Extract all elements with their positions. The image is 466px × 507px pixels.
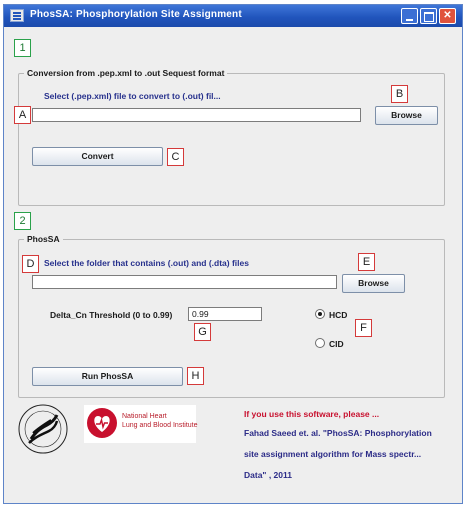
marker-f: F — [355, 319, 372, 337]
marker-h: H — [187, 367, 204, 385]
marker-g: G — [194, 323, 211, 341]
cid-label[interactable]: CID — [329, 339, 344, 349]
marker-d: D — [22, 255, 39, 273]
marker-1: 1 — [14, 39, 31, 57]
marker-e: E — [358, 253, 375, 271]
marker-b: B — [391, 85, 408, 103]
run-phossa-button[interactable]: Run PhosSA — [32, 367, 183, 386]
title-bar[interactable] — [4, 5, 462, 27]
browse-pepxml-button[interactable]: Browse — [375, 106, 438, 125]
citation-line-3: Data" , 2011 — [244, 470, 292, 480]
folder-instruction: Select the folder that contains (.out) and (.dta) files — [44, 258, 249, 268]
marker-a: A — [14, 106, 31, 124]
marker-c: C — [167, 148, 184, 166]
cid-radio[interactable] — [315, 338, 325, 348]
pepxml-file-input[interactable] — [32, 108, 361, 122]
nhlbi-logo-line-2: Lung and Blood Institute — [122, 422, 198, 429]
threshold-label: Delta_Cn Threshold (0 to 0.99) — [50, 310, 173, 320]
nhlbi-logo-line-1: National Heart — [122, 413, 167, 420]
hcd-radio[interactable] — [315, 309, 325, 319]
folder-path-input[interactable] — [32, 275, 337, 289]
threshold-input[interactable]: 0.99 — [188, 307, 262, 321]
heart-icon — [86, 407, 118, 439]
hhs-seal-logo — [17, 403, 69, 455]
marker-2: 2 — [14, 212, 31, 230]
hcd-label[interactable]: HCD — [329, 310, 348, 320]
browse-folder-button[interactable]: Browse — [342, 274, 405, 293]
app-icon — [10, 9, 24, 22]
citation-line-1: Fahad Saeed et. al. "PhosSA: Phosphorylation — [244, 428, 432, 438]
minimize-button[interactable] — [401, 8, 418, 24]
citation-heading: If you use this software, please ... — [244, 409, 380, 419]
citation-line-2: site assignment algorithm for Mass spectr... — [244, 449, 422, 459]
nhlbi-logo — [84, 405, 196, 443]
pepxml-instruction: Select (.pep.xml) file to convert to (.out) fil... — [44, 91, 221, 101]
main-window — [3, 4, 463, 504]
convert-button[interactable]: Convert — [32, 147, 163, 166]
phossa-group-title: PhosSA — [24, 234, 63, 244]
window-title: PhosSA: Phosphorylation Site Assignment — [30, 9, 242, 20]
close-button[interactable]: ✕ — [439, 8, 456, 24]
conversion-group-title: Conversion from .pep.xml to .out Sequest format — [24, 68, 227, 78]
maximize-button[interactable] — [420, 8, 437, 24]
